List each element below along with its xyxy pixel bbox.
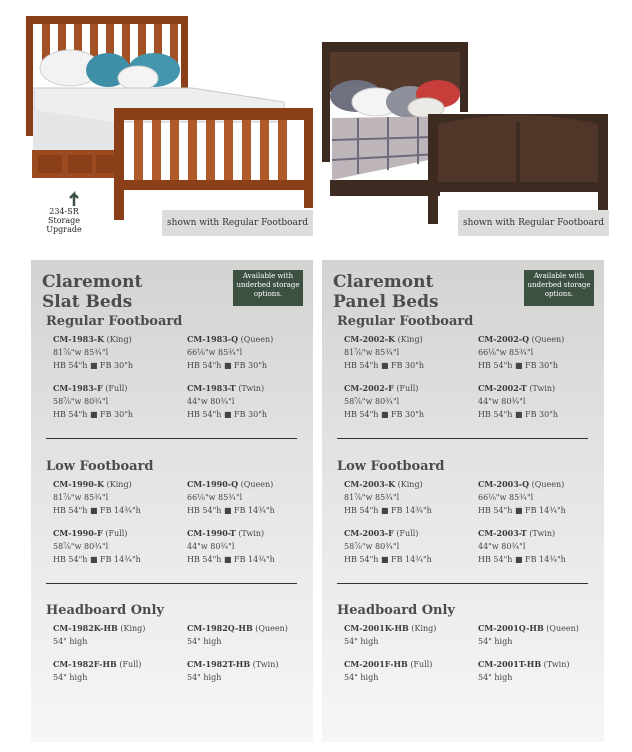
model-item: CM-2001Q-HB (Queen) 54" high (478, 623, 579, 646)
panel-title-line1: Claremont (333, 272, 434, 292)
storage-upgrade-note: 234-SR Storage Upgrade (46, 207, 82, 234)
model-item: CM-1990-T (Twin) 44"w 80¾"l HB 54"h ■ FB 14¾"h (187, 528, 275, 564)
panel-title-line2: Slat Beds (42, 292, 133, 312)
section-heading-regular: Regular Footboard (337, 314, 474, 329)
section-divider (46, 438, 297, 439)
section-heading-low: Low Footboard (337, 459, 445, 474)
panel-bed-image (318, 10, 609, 236)
slat-bed-photo (22, 10, 313, 236)
model-item: CM-1982T-HB (Twin) 54" high (187, 659, 279, 682)
section-divider (337, 438, 588, 439)
photo-caption: shown with Regular Footboard (162, 210, 313, 236)
model-item: CM-2002-F (Full) 58⅞"w 80¾"l HB 54"h ■ FB 30"h (344, 383, 425, 419)
panel-title (333, 272, 439, 312)
model-item: CM-1983-F (Full) 58⅞"w 80¾"l HB 54"h ■ FB 30"h (53, 383, 134, 419)
model-item: CM-2001F-HB (Full) 54" high (344, 659, 433, 682)
model-item: CM-2003-T (Twin) 44"w 80¾"l HB 54"h ■ FB 14¾"h (478, 528, 566, 564)
storage-options-badge: Available with underbed storage options. (524, 270, 594, 306)
model-item: CM-1983-Q (Queen) 66⅛"w 85¾"l HB 54"h ■ FB 30"h (187, 334, 274, 370)
model-item: CM-1982F-HB (Full) 54" high (53, 659, 142, 682)
section-heading-headboard: Headboard Only (46, 603, 164, 618)
section-heading-low: Low Footboard (46, 459, 154, 474)
model-item: CM-1983-K (King) 81⅞"w 85¾"l HB 54"h ■ FB 30"h (53, 334, 134, 370)
panel-beds-panel (322, 260, 604, 742)
panel-title-line1: Claremont (42, 272, 143, 292)
model-item: CM-1990-F (Full) 58⅞"w 80¾"l HB 54"h ■ FB 14¾"h (53, 528, 141, 564)
model-item: CM-1983-T (Twin) 44"w 80¾"l HB 54"h ■ FB 30"h (187, 383, 268, 419)
model-item: CM-2001K-HB (King) 54" high (344, 623, 437, 646)
model-item: CM-2002-T (Twin) 44"w 80¾"l HB 54"h ■ FB 30"h (478, 383, 559, 419)
model-item: CM-1990-Q (Queen) 66⅛"w 85¾"l HB 54"h ■ FB 14¾"h (187, 479, 275, 515)
model-item: CM-2003-F (Full) 58⅞"w 80¾"l HB 54"h ■ FB 14¾"h (344, 528, 432, 564)
section-divider (337, 583, 588, 584)
model-item: CM-2002-K (King) 81⅞"w 85¾"l HB 54"h ■ FB 30"h (344, 334, 425, 370)
photo-caption: shown with Regular Footboard (458, 210, 609, 236)
model-item: CM-1982Q-HB (Queen) 54" high (187, 623, 288, 646)
panel-title (42, 272, 142, 312)
panel-title-line2: Panel Beds (333, 292, 439, 312)
model-item: CM-1982K-HB (King) 54" high (53, 623, 146, 646)
panel-bed-photo (318, 10, 609, 236)
model-item: CM-2002-Q (Queen) 66⅛"w 85¾"l HB 54"h ■ FB 30"h (478, 334, 565, 370)
model-item: CM-2003-K (King) 81⅞"w 85¾"l HB 54"h ■ FB 14¾"h (344, 479, 432, 515)
section-heading-headboard: Headboard Only (337, 603, 455, 618)
slat-beds-panel (31, 260, 313, 742)
slat-bed-image (22, 10, 313, 236)
section-heading-regular: Regular Footboard (46, 314, 183, 329)
storage-options-badge: Available with underbed storage options. (233, 270, 303, 306)
model-item: CM-1990-K (King) 81⅞"w 85¾"l HB 54"h ■ FB 14¾"h (53, 479, 141, 515)
model-item: CM-2001T-HB (Twin) 54" high (478, 659, 570, 682)
model-item: CM-2003-Q (Queen) 66⅛"w 85¾"l HB 54"h ■ FB 14¾"h (478, 479, 566, 515)
section-divider (46, 583, 297, 584)
